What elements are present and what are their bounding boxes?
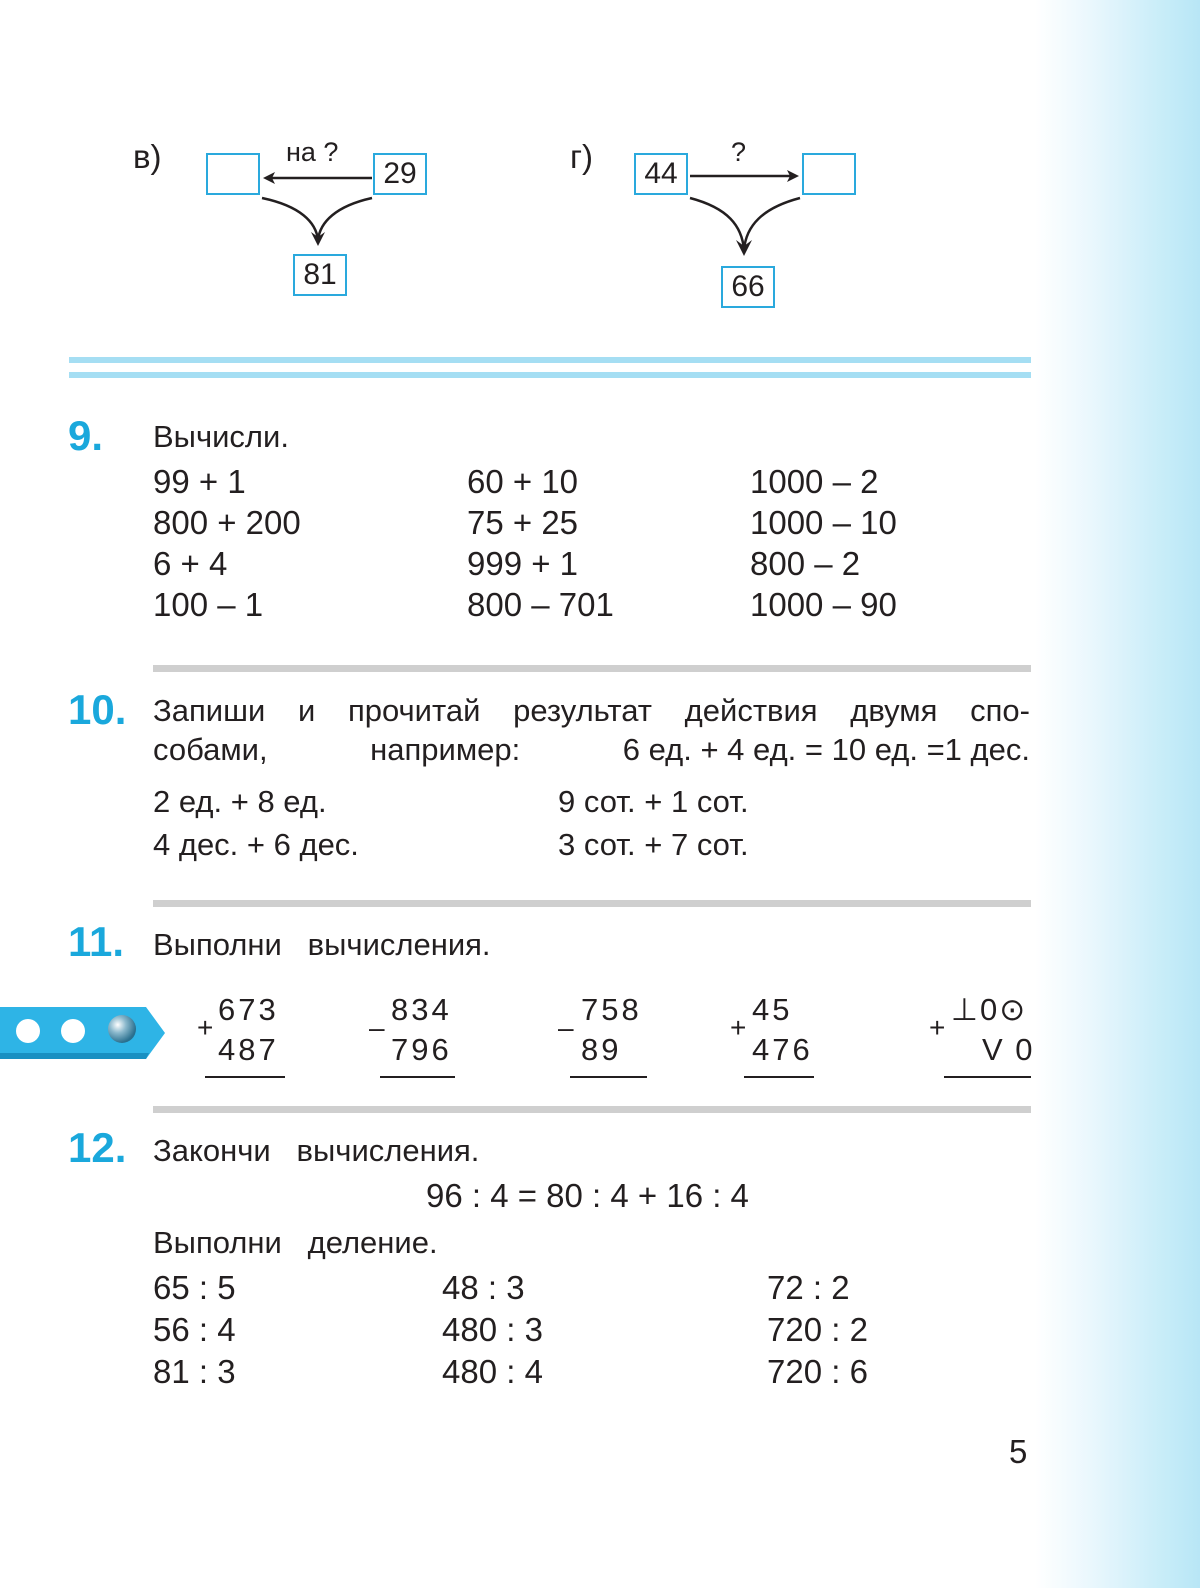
- column-answer-line: [205, 1076, 285, 1078]
- task-12-expr: 72 : 2: [767, 1269, 850, 1306]
- task-12-expr: 480 : 3: [442, 1311, 543, 1348]
- column-op: –: [369, 1012, 385, 1043]
- column-answer-line: [744, 1076, 814, 1078]
- diagram-v-arrow-label: на ?: [286, 137, 339, 167]
- task-9-expr: 1000 – 10: [750, 504, 897, 541]
- task-9-expr: 800 – 2: [750, 545, 861, 582]
- column-answer-line: [944, 1076, 1031, 1078]
- task-9-title: Вычисли.: [153, 419, 289, 454]
- column-op: –: [558, 1012, 574, 1043]
- diagram-g-box-66: 66: [721, 266, 775, 308]
- task-10-word: прочитай: [347, 693, 481, 728]
- task-10-word: результат: [513, 693, 652, 728]
- task-12-col1: [153, 1268, 236, 1394]
- task-12-expr: 65 : 5: [153, 1269, 236, 1306]
- column-answer-line: [380, 1076, 455, 1078]
- task-10-text: например:: [370, 732, 521, 767]
- arrow-icon: [318, 198, 372, 240]
- separator-double-bottom: [69, 372, 1031, 378]
- task-9-expr: 100 – 1: [153, 586, 264, 623]
- diagram-v-box-29: 29: [373, 153, 427, 195]
- arrow-icon: [262, 198, 318, 240]
- arrow-icon: [744, 198, 800, 250]
- task-10-text: собами,: [153, 732, 268, 767]
- task-10-line2: [153, 731, 1030, 769]
- task-9-expr: 99 + 1: [153, 463, 246, 500]
- column-bottom: 487: [218, 1032, 279, 1067]
- diagram-v-label: в): [133, 138, 162, 175]
- column-op: +: [197, 1012, 214, 1043]
- column-bottom-symbols: V 0: [982, 1032, 1035, 1067]
- task-12-number: 12.: [68, 1124, 127, 1171]
- separator-10-11: [153, 900, 1031, 907]
- task-12-subtitle: Выполни деление.: [153, 1225, 438, 1260]
- column-bottom: 796: [391, 1032, 452, 1067]
- task-9-expr: 75 + 25: [467, 504, 579, 541]
- column-answer-line: [570, 1076, 647, 1078]
- task-12-expr: 720 : 2: [767, 1311, 868, 1348]
- column-top: 758: [581, 992, 642, 1027]
- task-12-title: Закончи вычисления.: [153, 1133, 480, 1168]
- separator-double-top: [69, 357, 1031, 363]
- task-10-expr: 9 сот. + 1 сот.: [558, 784, 749, 819]
- task-12-col2: [442, 1268, 543, 1394]
- task-11-number: 11.: [68, 918, 125, 965]
- page-number: 5: [1009, 1433, 1028, 1470]
- task-12-expr: 48 : 3: [442, 1269, 525, 1306]
- task-10-word: двумя: [850, 693, 938, 728]
- task-10-expr: 3 сот. + 7 сот.: [558, 827, 749, 862]
- column-top-symbols: ⊥0⊙: [951, 992, 1028, 1027]
- task-12-col3: [767, 1268, 868, 1394]
- task-9-expr: 1000 – 90: [750, 586, 897, 623]
- task-12-expr: 720 : 6: [767, 1353, 868, 1390]
- column-op: +: [730, 1012, 747, 1043]
- diagram-v-box-81: 81: [293, 254, 347, 296]
- diagram-arrows: [0, 0, 1200, 340]
- diagram-g-box-44: 44: [634, 153, 688, 195]
- task-11-title: Выполни вычисления.: [153, 927, 491, 962]
- task-10-example: 6 ед. + 4 ед. = 10 ед. =1 дес.: [622, 732, 1030, 767]
- arrow-icon: [690, 198, 744, 250]
- task-10-expr: 2 ед. + 8 ед.: [153, 784, 327, 819]
- task-12-expr: 81 : 3: [153, 1353, 236, 1390]
- column-top: 45: [752, 992, 793, 1027]
- task-9-col3: [750, 462, 897, 626]
- task-9-col2: [467, 462, 614, 626]
- task-10-number: 10.: [68, 686, 127, 733]
- column-op: +: [929, 1012, 946, 1043]
- task-9-expr: 800 – 701: [467, 586, 614, 623]
- task-12-expr: 56 : 4: [153, 1311, 236, 1348]
- task-9-expr: 6 + 4: [153, 545, 228, 582]
- diagram-g-arrow-label: ?: [731, 137, 747, 167]
- task-9-col1: [153, 462, 301, 626]
- diagram-g-label: г): [570, 138, 594, 175]
- task-10-word: Запиши: [153, 693, 266, 728]
- task-9-number: 9.: [68, 412, 104, 459]
- task-10-expr: 4 дес. + 6 дес.: [153, 827, 359, 862]
- task-10-col1: [153, 783, 359, 869]
- task-9-expr: 800 + 200: [153, 504, 301, 541]
- separator-11-12: [153, 1106, 1031, 1113]
- task-9-expr: 999 + 1: [467, 545, 579, 582]
- column-top: 834: [391, 992, 452, 1027]
- separator-9-10: [153, 665, 1031, 672]
- column-top: 673: [218, 992, 279, 1027]
- task-10-line1: [153, 692, 1030, 730]
- task-10-word: и: [297, 693, 316, 728]
- task-10-col2: [558, 783, 749, 869]
- task-10-word: спо-: [970, 693, 1030, 728]
- task-12-example: 96 : 4 = 80 : 4 + 16 : 4: [426, 1177, 749, 1214]
- dots-tag-icon: [0, 1004, 170, 1062]
- task-12-expr: 480 : 4: [442, 1353, 543, 1390]
- task-10-word: действия: [684, 693, 818, 728]
- task-9-expr: 1000 – 2: [750, 463, 879, 500]
- task-9-expr: 60 + 10: [467, 463, 579, 500]
- column-bottom: 89: [581, 1032, 622, 1067]
- column-bottom: 476: [752, 1032, 813, 1067]
